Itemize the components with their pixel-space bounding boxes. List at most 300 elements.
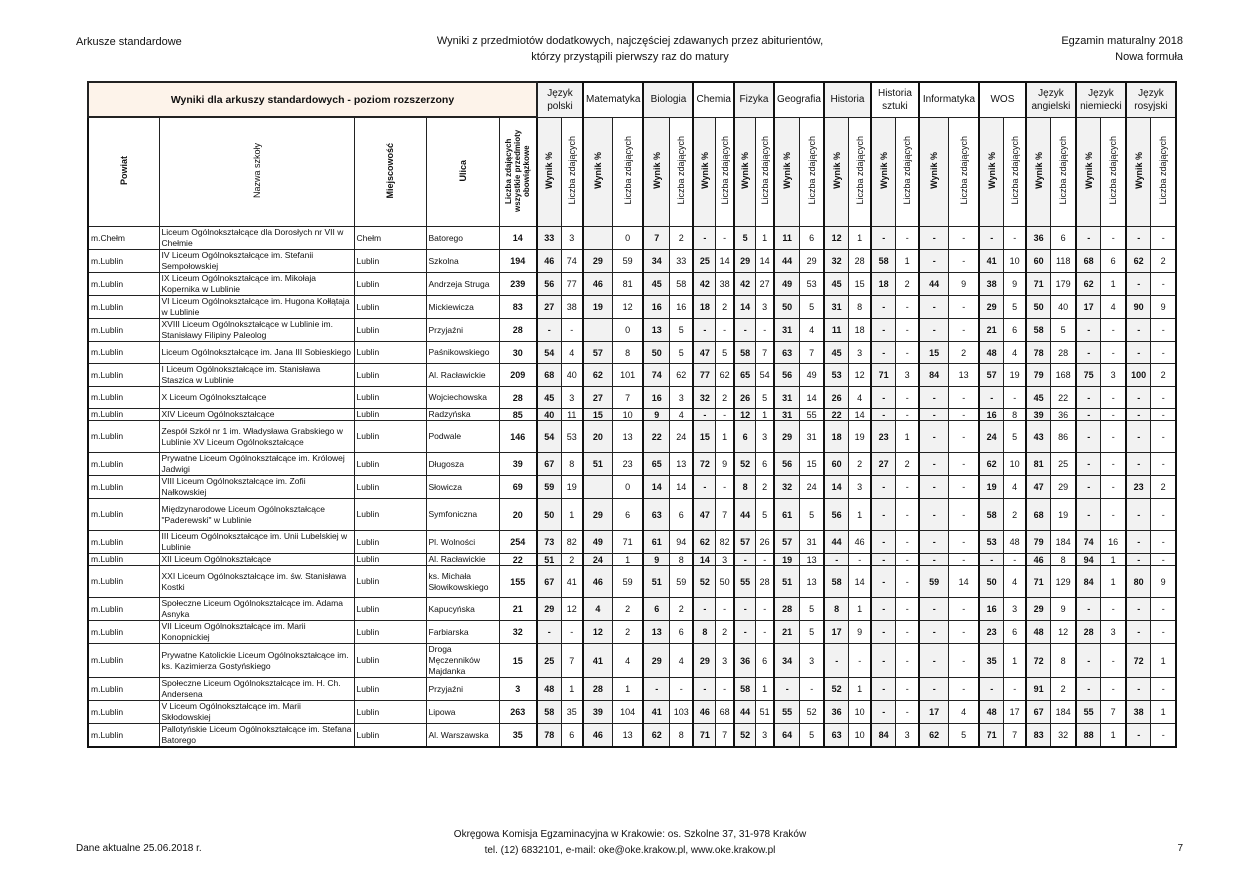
cell-liczba: 13 bbox=[669, 453, 693, 476]
cell-powiat: m.Lublin bbox=[88, 409, 159, 421]
cell-wynik: 46 bbox=[583, 273, 612, 296]
cell-wynik: 44 bbox=[919, 273, 949, 296]
cell-liczba: 2 bbox=[1151, 476, 1176, 499]
cell-wynik bbox=[583, 227, 612, 250]
cell-liczba: 5 bbox=[1004, 296, 1026, 319]
cell-liczba: - bbox=[949, 554, 979, 566]
cell-school-name: IX Liceum Ogólnokształcące im. Mikołaja Kopernika w Lublinie bbox=[159, 273, 354, 296]
cell-liczba: 9 bbox=[1004, 273, 1026, 296]
cell-liczba: 12 bbox=[849, 364, 871, 387]
cell-wynik: 15 bbox=[693, 421, 715, 453]
cell-liczba: - bbox=[1151, 387, 1176, 409]
cell-city: Lublin bbox=[354, 387, 426, 409]
cell-powiat: m.Lublin bbox=[88, 296, 159, 319]
cell-liczba: 1 bbox=[1101, 566, 1126, 598]
cell-liczba: 4 bbox=[1004, 476, 1026, 499]
cell-liczba: 3 bbox=[1101, 621, 1126, 644]
header-wynik: Wynik % bbox=[693, 117, 715, 227]
column-header-row bbox=[88, 117, 1176, 227]
cell-wynik: 41 bbox=[583, 644, 612, 678]
cell-liczba: 104 bbox=[612, 701, 643, 724]
cell-liczba: 8 bbox=[669, 724, 693, 748]
cell-liczba: - bbox=[1101, 342, 1126, 364]
cell-liczba: 3 bbox=[756, 421, 774, 453]
cell-wynik: - bbox=[693, 476, 715, 499]
cell-wynik: 68 bbox=[1026, 499, 1051, 531]
cell-liczba: - bbox=[949, 319, 979, 342]
cell-total-students: 83 bbox=[499, 296, 537, 319]
cell-liczba: - bbox=[1151, 554, 1176, 566]
cell-wynik: 14 bbox=[824, 476, 849, 499]
cell-powiat: m.Lublin bbox=[88, 319, 159, 342]
cell-wynik: 45 bbox=[537, 387, 561, 409]
cell-liczba: 1 bbox=[561, 678, 583, 701]
cell-liczba: 3 bbox=[849, 476, 871, 499]
cell-liczba: - bbox=[949, 227, 979, 250]
cell-powiat: m.Lublin bbox=[88, 621, 159, 644]
cell-liczba: 15 bbox=[849, 273, 871, 296]
cell-liczba: - bbox=[716, 409, 734, 421]
cell-liczba: 55 bbox=[800, 409, 824, 421]
cell-city: Lublin bbox=[354, 296, 426, 319]
cell-liczba: 13 bbox=[800, 566, 824, 598]
cell-liczba: 27 bbox=[756, 273, 774, 296]
cell-street: Szkolna bbox=[426, 250, 499, 273]
cell-wynik: 21 bbox=[774, 621, 800, 644]
cell-wynik: 29 bbox=[734, 250, 756, 273]
cell-liczba: 3 bbox=[716, 554, 734, 566]
cell-wynik bbox=[583, 319, 612, 342]
cell-liczba: 10 bbox=[1004, 250, 1026, 273]
table-row bbox=[88, 678, 1176, 701]
cell-total-students: 35 bbox=[499, 724, 537, 748]
cell-wynik: 51 bbox=[643, 566, 669, 598]
cell-liczba: 48 bbox=[1004, 531, 1026, 554]
cell-liczba: 10 bbox=[849, 701, 871, 724]
cell-liczba: 49 bbox=[800, 364, 824, 387]
cell-liczba: 0 bbox=[612, 319, 643, 342]
table-row bbox=[88, 296, 1176, 319]
header-liczba-zdajacych: Liczba zdających bbox=[800, 117, 824, 227]
cell-wynik: - bbox=[1126, 621, 1151, 644]
cell-school-name: Międzynarodowe Liceum Ogólnokształcące "Paderewski" w Lublinie bbox=[159, 499, 354, 531]
cell-wynik: 62 bbox=[979, 453, 1004, 476]
cell-wynik: 71 bbox=[979, 724, 1004, 748]
cell-liczba: 38 bbox=[561, 296, 583, 319]
cell-wynik: 49 bbox=[583, 531, 612, 554]
cell-liczba: 14 bbox=[949, 566, 979, 598]
cell-wynik: - bbox=[871, 342, 896, 364]
table-row bbox=[88, 701, 1176, 724]
cell-liczba: 53 bbox=[800, 273, 824, 296]
cell-wynik: 29 bbox=[774, 421, 800, 453]
cell-street: Mickiewicza bbox=[426, 296, 499, 319]
cell-wynik: 6 bbox=[643, 598, 669, 621]
cell-liczba: 6 bbox=[800, 227, 824, 250]
cell-liczba: 3 bbox=[669, 387, 693, 409]
cell-liczba: 6 bbox=[756, 644, 774, 678]
cell-street: Kapucyńska bbox=[426, 598, 499, 621]
cell-liczba: - bbox=[716, 598, 734, 621]
cell-liczba: 6 bbox=[756, 453, 774, 476]
cell-wynik: 29 bbox=[583, 499, 612, 531]
cell-wynik: 59 bbox=[919, 566, 949, 598]
cell-city: Lublin bbox=[354, 342, 426, 364]
cell-liczba: - bbox=[1101, 421, 1126, 453]
cell-liczba: - bbox=[561, 621, 583, 644]
cell-wynik: 44 bbox=[774, 250, 800, 273]
cell-wynik: 26 bbox=[734, 387, 756, 409]
cell-wynik: - bbox=[1126, 724, 1151, 748]
cell-street: Symfoniczna bbox=[426, 499, 499, 531]
cell-liczba: 51 bbox=[756, 701, 774, 724]
cell-liczba: 1 bbox=[612, 678, 643, 701]
cell-wynik: 68 bbox=[537, 364, 561, 387]
cell-wynik: 18 bbox=[693, 296, 715, 319]
header-wynik: Wynik % bbox=[1126, 117, 1151, 227]
cell-liczba: 1 bbox=[1101, 724, 1126, 748]
cell-total-students: 3 bbox=[499, 678, 537, 701]
cell-liczba: 5 bbox=[800, 598, 824, 621]
cell-liczba: 7 bbox=[800, 342, 824, 364]
cell-wynik: 62 bbox=[693, 531, 715, 554]
cell-wynik: 19 bbox=[774, 554, 800, 566]
cell-wynik: 46 bbox=[537, 250, 561, 273]
cell-liczba: 1 bbox=[849, 499, 871, 531]
cell-liczba: 31 bbox=[800, 421, 824, 453]
cell-liczba: - bbox=[756, 598, 774, 621]
cell-city: Lublin bbox=[354, 598, 426, 621]
cell-street: Długosza bbox=[426, 453, 499, 476]
cell-liczba: 13 bbox=[612, 724, 643, 748]
cell-street: Lipowa bbox=[426, 701, 499, 724]
cell-wynik: - bbox=[871, 678, 896, 701]
table-title: Wyniki dla arkuszy standardowych - poziom rozszerzony bbox=[88, 82, 537, 117]
header-liczba-zdajacych: Liczba zdających bbox=[716, 117, 734, 227]
cell-wynik: 39 bbox=[583, 701, 612, 724]
cell-liczba: 0 bbox=[612, 476, 643, 499]
cell-wynik: 14 bbox=[643, 476, 669, 499]
cell-wynik: 29 bbox=[643, 644, 669, 678]
cell-liczba: 23 bbox=[612, 453, 643, 476]
cell-wynik: 23 bbox=[1126, 476, 1151, 499]
cell-liczba: 28 bbox=[849, 250, 871, 273]
cell-city: Lublin bbox=[354, 499, 426, 531]
cell-liczba: 10 bbox=[849, 724, 871, 748]
cell-school-name: Społeczne Liceum Ogólnokształcące im. H. Ch. Andersena bbox=[159, 678, 354, 701]
cell-city: Lublin bbox=[354, 554, 426, 566]
cell-liczba: 4 bbox=[612, 644, 643, 678]
cell-liczba: 29 bbox=[1051, 476, 1076, 499]
cell-wynik: 17 bbox=[824, 621, 849, 644]
cell-wynik: 67 bbox=[537, 453, 561, 476]
cell-liczba: 1 bbox=[612, 554, 643, 566]
cell-wynik: 12 bbox=[734, 409, 756, 421]
cell-liczba: 40 bbox=[1051, 296, 1076, 319]
header-nazwa-szkoly: Nazwa szkoły bbox=[159, 117, 354, 227]
cell-liczba: - bbox=[1101, 598, 1126, 621]
cell-wynik: 31 bbox=[774, 387, 800, 409]
cell-wynik: - bbox=[919, 296, 949, 319]
cell-wynik: 43 bbox=[1026, 421, 1051, 453]
cell-wynik: 90 bbox=[1126, 296, 1151, 319]
cell-wynik: 23 bbox=[871, 421, 896, 453]
cell-wynik: - bbox=[693, 227, 715, 250]
cell-wynik: 13 bbox=[643, 621, 669, 644]
cell-wynik: 52 bbox=[734, 453, 756, 476]
cell-wynik: 5 bbox=[734, 227, 756, 250]
cell-liczba: - bbox=[896, 499, 919, 531]
table-row bbox=[88, 273, 1176, 296]
cell-liczba: 33 bbox=[669, 250, 693, 273]
cell-wynik: 11 bbox=[774, 227, 800, 250]
cell-wynik: 55 bbox=[734, 566, 756, 598]
cell-liczba: 8 bbox=[849, 296, 871, 319]
cell-liczba: 8 bbox=[669, 554, 693, 566]
cell-wynik: 34 bbox=[774, 644, 800, 678]
cell-wynik: 78 bbox=[1026, 342, 1051, 364]
table-row bbox=[88, 387, 1176, 409]
cell-wynik: 11 bbox=[824, 319, 849, 342]
cell-liczba: 74 bbox=[561, 250, 583, 273]
cell-wynik: 50 bbox=[643, 342, 669, 364]
cell-powiat: m.Lublin bbox=[88, 678, 159, 701]
cell-wynik: 39 bbox=[1026, 409, 1051, 421]
cell-liczba: 59 bbox=[612, 250, 643, 273]
cell-liczba: 2 bbox=[669, 227, 693, 250]
subject-header: Biologia bbox=[643, 82, 693, 117]
cell-wynik: - bbox=[734, 319, 756, 342]
cell-wynik: - bbox=[1126, 273, 1151, 296]
cell-liczba: - bbox=[1151, 342, 1176, 364]
cell-wynik: 21 bbox=[979, 319, 1004, 342]
cell-liczba: 1 bbox=[716, 421, 734, 453]
cell-wynik: 52 bbox=[734, 724, 756, 748]
cell-liczba: - bbox=[896, 296, 919, 319]
cell-total-students: 21 bbox=[499, 598, 537, 621]
cell-liczba: - bbox=[1151, 621, 1176, 644]
cell-wynik: - bbox=[774, 678, 800, 701]
cell-liczba: 13 bbox=[949, 364, 979, 387]
cell-liczba: 26 bbox=[756, 531, 774, 554]
cell-street: Wojciechowska bbox=[426, 387, 499, 409]
cell-wynik: 94 bbox=[1076, 554, 1101, 566]
cell-wynik: 29 bbox=[583, 250, 612, 273]
footer-phone-email: tel. (12) 6832101, e-mail: oke@oke.krakow.pl, www.oke.krakow.pl bbox=[484, 845, 776, 856]
table-row bbox=[88, 342, 1176, 364]
cell-liczba: 29 bbox=[800, 250, 824, 273]
cell-wynik: 58 bbox=[979, 499, 1004, 531]
cell-liczba: 16 bbox=[669, 296, 693, 319]
table-row bbox=[88, 476, 1176, 499]
cell-school-name: Liceum Ogólnokształcące im. Jana III Sobieskiego bbox=[159, 342, 354, 364]
cell-wynik: - bbox=[1076, 453, 1101, 476]
cell-wynik: 71 bbox=[1026, 273, 1051, 296]
cell-school-name: XVIII Liceum Ogólnokształcące w Lublinie im. Stanisławy Filipiny Paleolog bbox=[159, 319, 354, 342]
table-row bbox=[88, 227, 1176, 250]
cell-liczba: - bbox=[1151, 678, 1176, 701]
cell-liczba: 4 bbox=[800, 319, 824, 342]
cell-wynik: 72 bbox=[693, 453, 715, 476]
cell-wynik: - bbox=[1076, 476, 1101, 499]
table-row bbox=[88, 250, 1176, 273]
cell-total-students: 28 bbox=[499, 319, 537, 342]
cell-powiat: m.Lublin bbox=[88, 250, 159, 273]
cell-wynik: 51 bbox=[583, 453, 612, 476]
cell-liczba: 184 bbox=[1051, 531, 1076, 554]
cell-liczba: 2 bbox=[612, 598, 643, 621]
cell-wynik: 45 bbox=[824, 273, 849, 296]
cell-liczba: 7 bbox=[1101, 701, 1126, 724]
cell-powiat: m.Lublin bbox=[88, 364, 159, 387]
footer-address: Okręgowa Komisja Egzaminacyjna w Krakowie: os. Szkolne 37, 31-978 Kraków bbox=[453, 829, 807, 840]
cell-wynik: 83 bbox=[1026, 724, 1051, 748]
cell-wynik: - bbox=[1076, 499, 1101, 531]
cell-liczba: 3 bbox=[849, 342, 871, 364]
cell-liczba: 2 bbox=[949, 342, 979, 364]
cell-city: Lublin bbox=[354, 724, 426, 748]
cell-wynik: - bbox=[1076, 598, 1101, 621]
cell-liczba: 8 bbox=[1004, 409, 1026, 421]
cell-liczba: 62 bbox=[716, 364, 734, 387]
cell-wynik bbox=[583, 476, 612, 499]
cell-wynik: 61 bbox=[774, 499, 800, 531]
cell-liczba: 184 bbox=[1051, 701, 1076, 724]
cell-liczba: - bbox=[949, 250, 979, 273]
cell-liczba: 12 bbox=[1051, 621, 1076, 644]
cell-liczba: - bbox=[1004, 387, 1026, 409]
cell-liczba: - bbox=[1151, 453, 1176, 476]
cell-liczba: 35 bbox=[561, 701, 583, 724]
cell-liczba: - bbox=[1101, 644, 1126, 678]
cell-street: ks. Michała Słowikowskiego bbox=[426, 566, 499, 598]
cell-wynik: 36 bbox=[1026, 227, 1051, 250]
cell-wynik: - bbox=[1076, 644, 1101, 678]
cell-wynik: 19 bbox=[979, 476, 1004, 499]
cell-liczba: 54 bbox=[756, 364, 774, 387]
header-ulica: Ulica bbox=[426, 117, 499, 227]
results-table bbox=[87, 81, 1177, 748]
cell-wynik: - bbox=[871, 499, 896, 531]
table-row bbox=[88, 409, 1176, 421]
cell-liczba: 5 bbox=[800, 724, 824, 748]
subject-header: Język niemiecki bbox=[1076, 82, 1126, 117]
cell-wynik: - bbox=[871, 296, 896, 319]
header-liczba-zdajacych: Liczba zdających bbox=[949, 117, 979, 227]
cell-liczba: - bbox=[949, 644, 979, 678]
cell-liczba: 14 bbox=[756, 250, 774, 273]
cell-wynik: - bbox=[1126, 554, 1151, 566]
cell-wynik: 47 bbox=[693, 342, 715, 364]
cell-city: Lublin bbox=[354, 421, 426, 453]
cell-wynik: 71 bbox=[693, 724, 715, 748]
header-liczba-zdajacych: Liczba zdających bbox=[561, 117, 583, 227]
cell-liczba: - bbox=[1004, 227, 1026, 250]
subject-header: Język angielski bbox=[1026, 82, 1076, 117]
cell-wynik: 8 bbox=[824, 598, 849, 621]
cell-wynik: 53 bbox=[824, 364, 849, 387]
cell-wynik: 28 bbox=[583, 678, 612, 701]
cell-wynik: 22 bbox=[824, 409, 849, 421]
table-row bbox=[88, 531, 1176, 554]
cell-wynik: 55 bbox=[1076, 701, 1101, 724]
cell-powiat: m.Lublin bbox=[88, 499, 159, 531]
cell-wynik: 65 bbox=[734, 364, 756, 387]
header-wynik: Wynik % bbox=[871, 117, 896, 227]
cell-liczba: 3 bbox=[756, 724, 774, 748]
cell-liczba: 2 bbox=[561, 554, 583, 566]
cell-total-students: 85 bbox=[499, 409, 537, 421]
cell-liczba: 1 bbox=[1101, 554, 1126, 566]
results-table-body bbox=[88, 227, 1176, 748]
header-wynik: Wynik % bbox=[1076, 117, 1101, 227]
cell-wynik: 52 bbox=[824, 678, 849, 701]
cell-wynik: - bbox=[1126, 453, 1151, 476]
cell-liczba: 9 bbox=[849, 621, 871, 644]
cell-liczba: - bbox=[949, 598, 979, 621]
cell-wynik: 46 bbox=[583, 724, 612, 748]
cell-wynik: 57 bbox=[774, 531, 800, 554]
cell-wynik: 29 bbox=[979, 296, 1004, 319]
table-row bbox=[88, 319, 1176, 342]
cell-liczba: 10 bbox=[612, 409, 643, 421]
cell-liczba: - bbox=[561, 319, 583, 342]
cell-liczba: - bbox=[1151, 499, 1176, 531]
cell-liczba: - bbox=[896, 644, 919, 678]
cell-liczba: 7 bbox=[612, 387, 643, 409]
subject-header: Chemia bbox=[693, 82, 733, 117]
cell-total-students: 15 bbox=[499, 644, 537, 678]
cell-wynik: 16 bbox=[643, 387, 669, 409]
cell-wynik: - bbox=[1076, 678, 1101, 701]
header-liczba-wszystkie: Liczba zdających wszystkie przedmioty obowiązkowe bbox=[499, 117, 537, 227]
cell-wynik: 84 bbox=[871, 724, 896, 748]
cell-liczba: - bbox=[896, 598, 919, 621]
cell-wynik: 6 bbox=[734, 421, 756, 453]
document-title bbox=[380, 33, 880, 65]
cell-wynik: - bbox=[1126, 227, 1151, 250]
cell-powiat: m.Lublin bbox=[88, 724, 159, 748]
cell-wynik: 48 bbox=[979, 342, 1004, 364]
cell-wynik: 56 bbox=[774, 364, 800, 387]
cell-wynik: - bbox=[871, 387, 896, 409]
cell-liczba: 77 bbox=[561, 273, 583, 296]
cell-wynik: 64 bbox=[774, 724, 800, 748]
cell-liczba: 4 bbox=[1004, 342, 1026, 364]
cell-wynik: - bbox=[919, 499, 949, 531]
cell-wynik: 45 bbox=[1026, 387, 1051, 409]
cell-wynik: - bbox=[871, 554, 896, 566]
cell-wynik: - bbox=[1126, 678, 1151, 701]
cell-liczba: 129 bbox=[1051, 566, 1076, 598]
cell-wynik: - bbox=[1126, 342, 1151, 364]
cell-liczba: - bbox=[716, 476, 734, 499]
cell-wynik: 52 bbox=[693, 566, 715, 598]
cell-liczba: 50 bbox=[716, 566, 734, 598]
cell-liczba: 7 bbox=[716, 724, 734, 748]
cell-liczba: - bbox=[896, 678, 919, 701]
cell-liczba: 25 bbox=[1051, 453, 1076, 476]
cell-wynik: 42 bbox=[693, 273, 715, 296]
cell-powiat: m.Lublin bbox=[88, 387, 159, 409]
cell-wynik: - bbox=[919, 678, 949, 701]
cell-wynik: - bbox=[919, 227, 949, 250]
cell-liczba: 52 bbox=[800, 701, 824, 724]
cell-liczba: 28 bbox=[756, 566, 774, 598]
cell-liczba: 1 bbox=[849, 598, 871, 621]
cell-liczba: - bbox=[949, 621, 979, 644]
cell-liczba: 3 bbox=[756, 296, 774, 319]
